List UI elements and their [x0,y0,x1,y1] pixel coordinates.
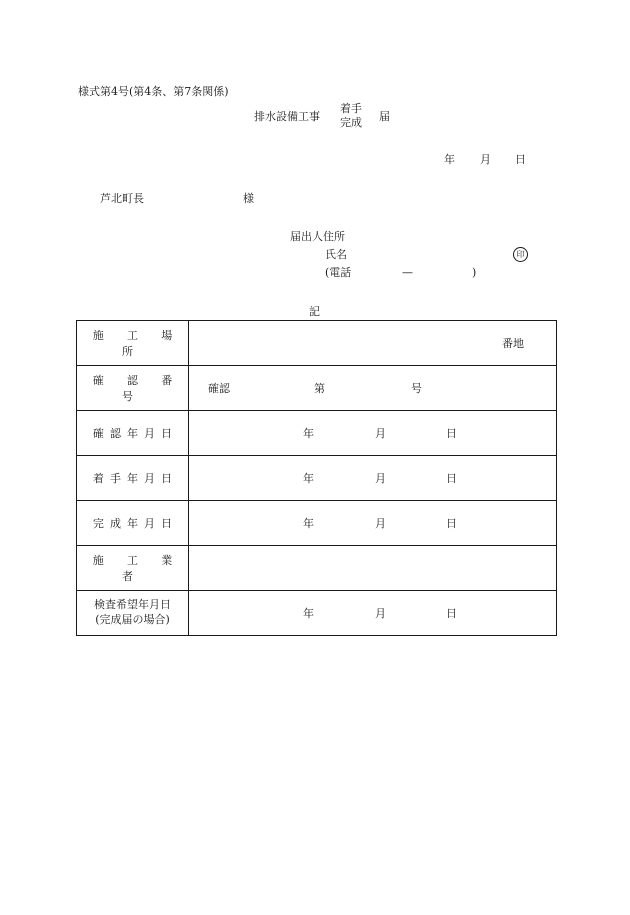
table-row [77,321,557,366]
day-label: 日 [446,427,457,440]
construction-site-field[interactable] [189,321,557,366]
confirmation-date-field[interactable] [189,411,557,456]
date-year-label: 年 [444,153,455,166]
inspection-date-field[interactable] [189,591,557,636]
form-title-options [340,102,362,130]
phone-dash: — [402,266,413,279]
seal-icon: 印 [513,247,528,262]
applicant-name-label: 氏名 [325,248,347,261]
form-title: 排水設備工事 [254,110,320,123]
date-day-label: 日 [515,153,526,166]
contractor-field[interactable] [189,546,557,591]
year-label: 年 [303,472,314,485]
confirmation-date-label: 確認年月日 [77,411,189,456]
title-option-start: 着手 [340,102,362,115]
table-row [77,411,557,456]
details-table [76,320,557,636]
dai-label: 第 [314,382,325,395]
start-date-label: 着手年月日 [77,456,189,501]
year-label: 年 [303,607,314,620]
phone-close-paren: ) [472,266,477,279]
confirmation-number-field[interactable] [189,366,557,411]
applicant-address-label: 届出人住所 [290,230,345,243]
table-row [77,366,557,411]
inspection-date-label-line1: 検査希望年月日 [94,598,171,612]
start-date-field[interactable] [189,456,557,501]
completion-date-label: 完成年月日 [77,501,189,546]
inspection-date-label-line2: (完成届の場合) [95,613,170,626]
table-row [77,591,557,636]
ki-heading: 記 [309,305,320,318]
confirmation-number-label: 確 認 番 号 [77,366,189,411]
month-label: 月 [375,472,386,485]
form-number-label: 様式第4号(第4条、第7条関係) [78,85,229,98]
addressee-name: 芦北町長 [100,192,144,205]
table-row [77,546,557,591]
contractor-label: 施 工 業 者 [77,546,189,591]
month-label: 月 [375,517,386,530]
month-label: 月 [375,427,386,440]
completion-date-field[interactable] [189,501,557,546]
construction-site-label: 施 工 場 所 [77,321,189,366]
title-option-complete: 完成 [340,115,362,129]
year-label: 年 [303,427,314,440]
inspection-date-label [77,591,189,636]
phone-label: (電話 [325,266,352,279]
banchi-label: 番地 [502,337,524,350]
month-label: 月 [375,607,386,620]
year-label: 年 [303,517,314,530]
table-row [77,501,557,546]
day-label: 日 [446,517,457,530]
addressee-honorific: 様 [243,192,254,205]
kakunin-prefix: 確認 [208,382,230,395]
table-row [77,456,557,501]
day-label: 日 [446,472,457,485]
date-month-label: 月 [480,153,491,166]
day-label: 日 [446,607,457,620]
go-label: 号 [411,382,422,395]
form-title-suffix: 届 [379,110,390,123]
